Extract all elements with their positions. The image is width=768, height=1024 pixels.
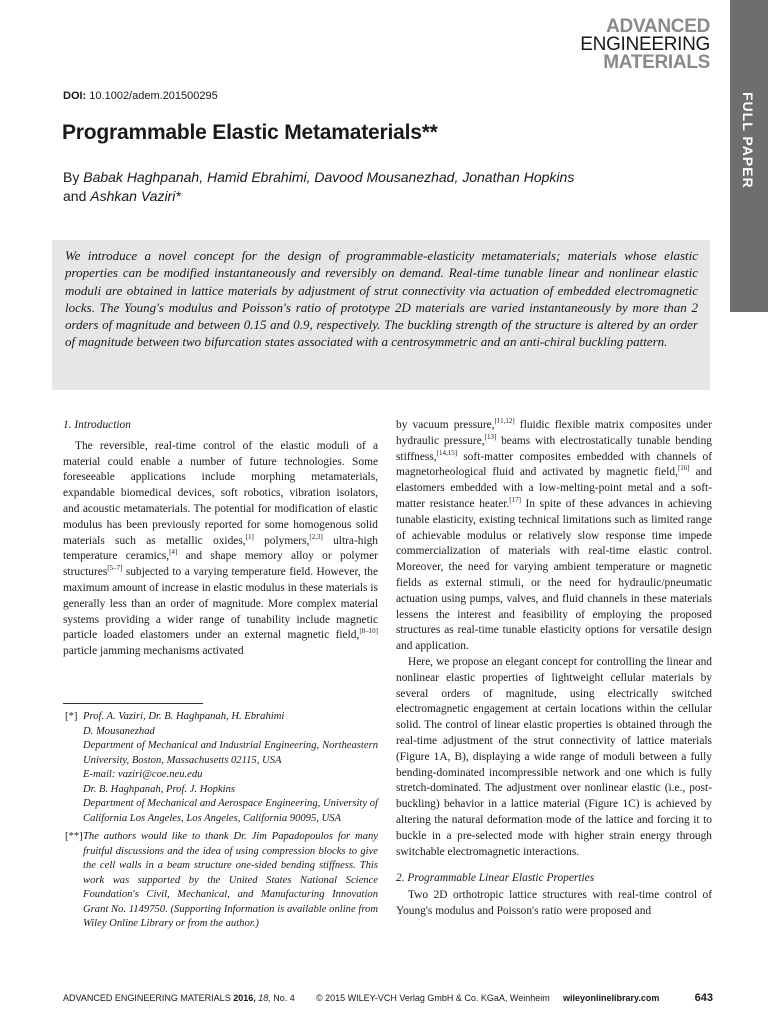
footer-volume: 18, [258,993,271,1003]
footnote-mark-1: [*] [65,711,78,722]
citation-ref[interactable]: [1] [245,532,254,541]
citation-ref[interactable]: [13] [484,433,497,441]
citation-ref[interactable]: [8–10] [359,627,378,636]
affiliation-line: Department of Mechanical and Industrial Engineering, Northeastern University, Boston, Massachusetts 02115, USA [83,740,378,766]
logo-line-3: MATERIALS [603,52,710,74]
affiliation-line: Department of Mechanical and Aerospace Engineering, University of California Los Angeles, Los Angeles, California 90095, USA [83,798,378,824]
right-paragraph-2: Here, we propose an elegant concept for controlling the linear and nonlinear elastic properties of lightweight cellular materials by several orders of magnitude, using electrically switched electromagnetic engagement at certain locations within the cellular solid. The control of linear elastic properties is obtained through the real-time adjustment of the strut connectivity of lattice materials (Figure 1A, B), displaying a wide range of moduli between a fully bending-dominated incompressible network and one which is fully stretch-dominated. The adjustment over nonlinear elastic (i.e., post-buckling) behavior in a lattice material (Figure 1C) is achieved by altering the natural deformation mode of the lattice and forcing it to buckle in a pre-selected mode with higher strain energy through switchable electromagnetic interactions. [396,655,712,858]
page-number: 643 [694,992,713,1004]
authors-line-2: Ashkan Vaziri* [90,188,181,204]
logo-line-1: ADVANCED [606,16,710,37]
acknowledgement-text: The authors would like to thank Dr. Jim Papadopoulos for many fruitful discussions and the idea of using compression blocks to give the cell walls in a beam structure one-sided bending stiffness. This work was supported by the United States National Science Foundation's Civil, Mechanical, and Manufacturing Innovation Grant No. 1149750. (Supporting Information is available online from Wiley Online Library or from the author.) [83,831,378,929]
page-footer [63,993,713,1007]
right-column [396,418,712,920]
logo-line-2: ENGINEERING [580,34,710,56]
citation-ref[interactable]: [16] [677,464,690,473]
citation-ref[interactable]: [14,15] [436,448,458,457]
footer-issue: No. 4 [273,993,295,1003]
footer-year: 2016, [233,993,256,1003]
doi-value[interactable]: 10.1002/adem.201500295 [89,90,218,102]
section-tab-label: FULL PAPER [740,92,756,189]
citation-ref[interactable]: [5–7] [107,564,123,573]
right-paragraph-1: by vacuum pressure,[11,12] fluidic flexible matrix composites under hydraulic pressure,[13] beams with electrostatically tunable bending stiffness,[14,15] soft-matter composites embedded with channels of magnetorheological fluid and activated by magnetic field,[16] and elastomers embedded with a low-melting-point metal and a soft-matter resistance heater.[17] In spite of these advances in achieving tunable elasticity, existing technical limitations such as limited range of achievable modulus or relatively slow response time impede commercialization of materials with real-time elastic control. Moreover, the need for varying ambient temperature or magnetic fields as external stimuli, or the need for hydraulic/pneumatic actuation using pumps, valves, and fluid channels in these materials lessens the interest and feasibility of employing the proposed structures as real-time tunable elasticity options for versatile design and application. [396,417,712,653]
abstract: We introduce a novel concept for the design of programmable-elasticity metamaterials; materials whose elastic properties can be modified instantaneously and reversibly on demand. Real-time tunable linear and nonlinear elastic moduli are obtained in lattice materials by adjustment of strut connectivity via actuation of embedded electromagnetic locks. The Young's modulus and Poisson's ratio of prototype 2D materials are varied instantaneously by more than 2 orders of magnitude and between 0.15 and 0.9, respectively. The buckling strength of the structure is altered by an order of magnitude between two bifurcation states associated with a centrosymmetric and an anti-chiral buckling pattern. [52,240,710,390]
footer-citation [63,993,295,1003]
footnote-mark-2: [**] [65,831,83,842]
doi [63,90,218,102]
affiliation-line: Prof. A. Vaziri, Dr. B. Haghpanah, H. Ebrahimi [83,711,285,722]
footnote-affiliations [63,710,378,826]
doi-label: DOI: [63,90,87,102]
footnotes [63,710,378,932]
affiliation-email[interactable]: E-mail: vaziri@coe.neu.edu [83,769,203,780]
right-paragraph-3: Two 2D orthotropic lattice structures with real-time control of Young's modulus and Poisson's ratio were proposed and [396,889,712,917]
introduction-paragraph: The reversible, real-time control of the elastic moduli of a material could enable a number of future technologies. Some foreseeable applications include morphing metamaterials, expandable biomedical devices, soft robotics, vibration isolators, and acoustic metamaterials. The potential for modification of elastic modulus has been previously reported for some homogenous solid materials such as metallic oxides,[1] polymers,[2,3] ultra-high temperature ceramics,[4] and shape memory alloy or polymer structures[5–7] subjected to a varying temperature field. However, the maximum amount of increase in elastic modulus in these materials is generally less than an order of magnitude. More complex material systems providing a wider range of tunability include magnetic particle loaded elastomers under an external magnetic field,[8–10] particle jamming mechanisms activated [63,439,379,658]
citation-ref[interactable]: [17] [509,496,521,505]
footer-journal: ADVANCED ENGINEERING MATERIALS [63,993,231,1003]
authors-prefix: By [63,169,80,185]
journal-logo [580,18,710,72]
footnote-rule [63,703,203,704]
section-tab [730,0,768,312]
author-list [63,168,623,206]
affiliation-line: Dr. B. Haghpanah, Prof. J. Hopkins [83,783,236,795]
citation-ref[interactable]: [4] [169,548,178,557]
section-heading-linear-properties: 2. Programmable Linear Elastic Properties [396,872,595,885]
authors-line-1: Babak Haghpanah, Hamid Ebrahimi, Davood Mousanezhad, Jonathan Hopkins [83,169,575,185]
footnote-acknowledgement [63,830,378,932]
citation-ref[interactable]: [2,3] [309,532,323,541]
footer-copyright: © 2015 WILEY-VCH Verlag GmbH & Co. KGaA, Weinheim [316,993,550,1003]
footer-website[interactable]: wileyonlinelibrary.com [563,993,660,1003]
section-heading-introduction: 1. Introduction [63,419,131,431]
citation-ref[interactable]: [11,12] [494,417,515,426]
paper-title: Programmable Elastic Metamaterials** [62,121,438,144]
left-column [63,418,378,660]
authors-and: and [63,188,87,204]
affiliation-line: D. Mousanezhad [83,725,155,737]
